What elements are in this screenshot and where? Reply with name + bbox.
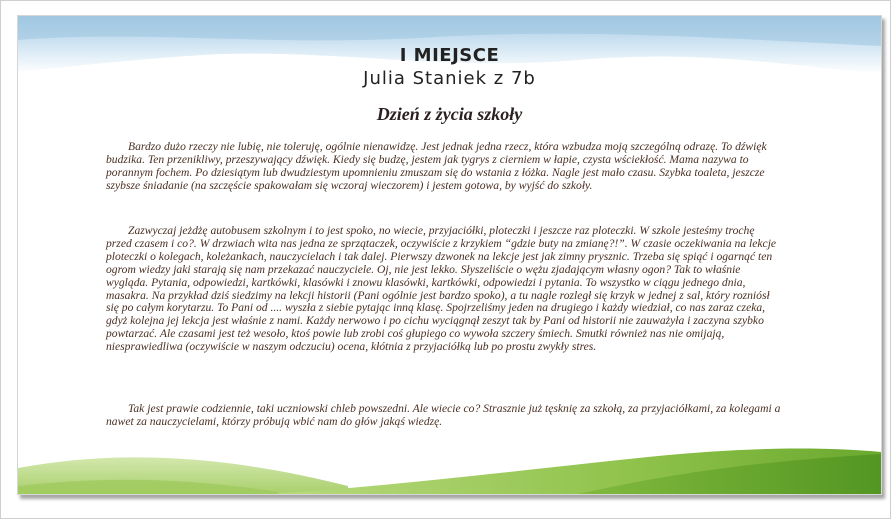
essay-paragraph-2: Zazwyczaj jeżdżę autobusem szkolnym i to jest spoko, no wiecie, przyjaciółki, ploteczki i jeszcze raz ploteczki. W szkole jesteśmy trochę przed czasem i co?. W drzwiach wita nas jedna ze sprzątaczek, oczywiście z krzykiem “gdzie buty na zmianę?!”. W czasie oczekiwania na lekcje ploteczki o kolegach, koleżankach, nauczycielach i tak dalej. Pierwszy dzwonek na lekcje jest jak zimny prysznic. Trzeba się spiąć i ogarnąć ten ogrom wiedzy jaki starają się nam przekazać nauczyciele. Oj, nie jest lekko. Słyszeliście o wężu zjadającym własny ogon? Tak to właśnie wygląda. Pytania, odpowiedzi, kartkówki, klasówki i znowu klasówki, kartkówki, odpowiedzi i pytania. To wszystko w ciągu jednego dnia, masakra. Na przykład dziś siedzimy na lekcji historii (Pani ogólnie jest bardzo spoko), a tu nagle rozległ się krzyk w jednej z sal, który rozniósł się po całym korytarzu. To Pani od .... wyszła z siebie pytając inną klasę. Spojrzeliśmy jeden na drugiego i każdy wiedział, co nas zaraz czeka, gdyż kolejna jej lekcja jest właśnie z nami. Każdy nerwowo i po cichu wyciągnął zeszyt tak by Pani od historii nie zauważyła i zaczyna szybko powtarzać. Ale czasami jest też wesoło, ktoś powie lub zrobi coś głupiego co wywoła szczery śmiech. Smutki również nas nie omijają, niesprawiedliwa (oczywiście w naszym odczuciu) ocena, kłótnia z przyjaciółką lub po prostu zwykły stres. xyxy=(106,224,777,354)
essay-heading: Dzień z życia szkoły xyxy=(376,104,523,124)
slide xyxy=(17,15,882,495)
essay-paragraph-1: Bardzo dużo rzeczy nie lubię, nie toleruję, ogólnie nienawidzę. Jest jednak jedna rzecz, która wzbudza moją szczególną odrazę. To dźwięk budzika. Ten przenikliwy, przeszywający dźwięk. Kiedy się budzę, jestem jak tygrys z cierniem w łapie, czysta wściekłość. Mama nazywa to porannym fochem. Po dziesiątym lub dwudziestym upomnieniu zmuszam się do wstania z łóżka. Nagle jest mało czasu. Szybka toaleta, jeszcze szybsze śniadanie (na szczęście spakowałam się wczoraj wieczorem) i jestem gotowa, by wyjść do szkoły. xyxy=(106,140,767,192)
author-name: Julia Staniek z 7b xyxy=(363,68,536,89)
essay-paragraph-3: Tak jest prawie codziennie, taki uczniowski chleb powszedni. Ale wiecie co? Strasznie już tęsknię za szkołą, za przyjaciółkami, za kolegami a nawet za nauczycielami, którzy próbują wbić nam do głów jakąś wiedzę. xyxy=(106,402,781,428)
place-title: I MIEJSCE xyxy=(399,45,500,66)
slide-content xyxy=(18,16,881,494)
